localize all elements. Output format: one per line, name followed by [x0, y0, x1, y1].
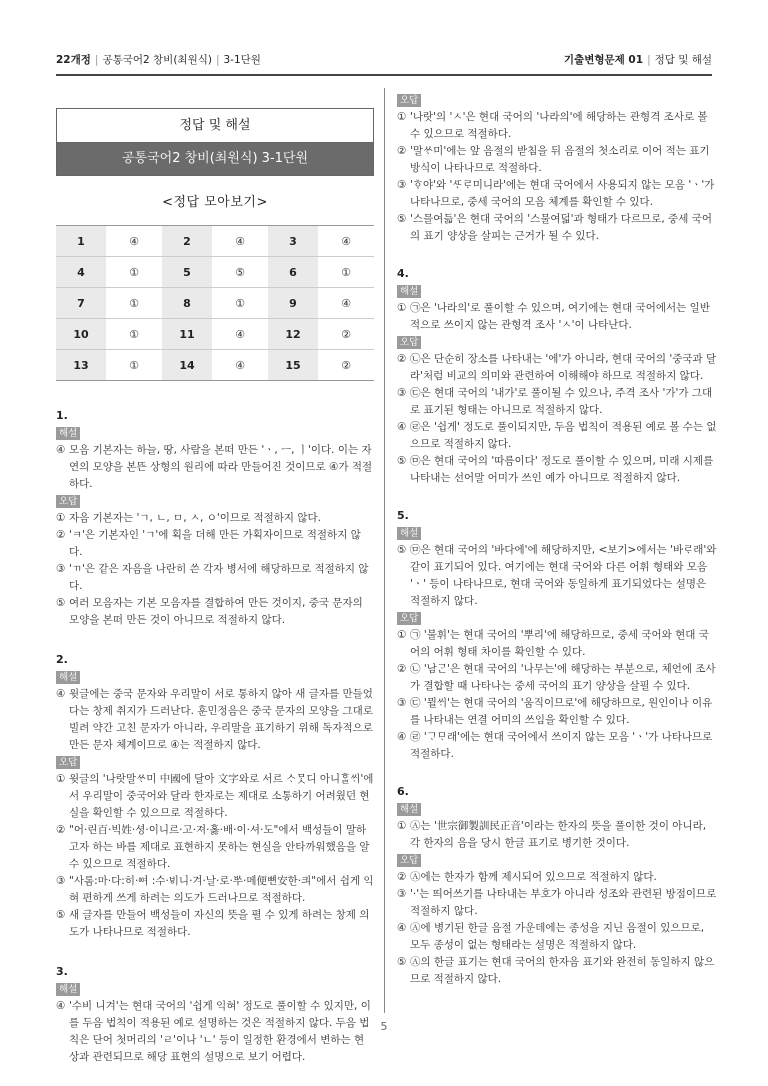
explanation-text: ㉢은 현대 국어의 '내가'로 풀이될 수 있으나, 주격 조사 '가'가 그대로 표기된 형태는 아니므로 적절하지 않다.: [410, 387, 713, 416]
choice-marker: ①: [56, 512, 66, 524]
explanation-item: [397, 869, 717, 886]
choice-marker: ①: [397, 820, 407, 832]
choice-marker: ④: [56, 444, 66, 456]
explanation-text: 모음 기본자는 하늘, 땅, 사람을 본떠 만든 'ㆍ, ㅡ, ㅣ'이다. 이는 자연의 모양을 본뜬 상형의 원리에 따라 만들어진 것이므로 ④가 적절하다.: [69, 444, 373, 490]
explanation-item: [397, 351, 717, 385]
explanation-text: '스믈여듧'은 현대 국어의 '스물여덟'과 형태가 다르므로, 중세 국어의 표기 양상을 살피는 근거가 될 수 있다.: [410, 213, 712, 242]
explanation-item: [397, 177, 717, 211]
answer-question-number: 9: [268, 288, 318, 319]
explanation-item: [56, 771, 374, 822]
explanation-text: Ⓐ는 '世宗御製訓民正音'이라는 한자의 뜻을 풀이한 것이 아니라, 각 한자의 음을 당시 한글 표기로 병기한 것이다.: [410, 820, 707, 849]
question-number: 4.: [397, 267, 409, 280]
answer-choice: ④: [212, 319, 268, 350]
explanation-tag: 해설: [56, 427, 80, 440]
explanation-text: '·'는 띄어쓰기를 나타내는 부호가 아니라 성조와 관련된 방점이므로 적절하지 않다.: [410, 888, 717, 917]
answer-row: [56, 257, 374, 288]
answer-choice: ①: [212, 288, 268, 319]
choice-marker: ②: [397, 871, 407, 883]
choice-marker: ⑤: [56, 597, 66, 609]
explanation-item: [56, 561, 374, 595]
explanation-text: 'ᄒᆞ야'와 'ᄯᆞᄅᆞ미니라'에는 현대 국어에서 사용되지 않는 모음 'ㆍ'가 나타나므로, 중세 국어의 모음 체계를 확인할 수 있다.: [410, 179, 715, 208]
explanation-item: [397, 661, 717, 695]
choice-marker: ③: [397, 888, 407, 900]
choice-marker: ⑤: [397, 956, 407, 968]
answer-summary-title: <정답 모아보기>: [162, 195, 268, 210]
choice-marker: ①: [56, 773, 66, 785]
wrong-answer-tag: 오답: [397, 94, 421, 107]
explanation-section: [56, 407, 374, 629]
header-right: 기출변형문제 01 | 정답 및 해설: [563, 54, 712, 66]
answer-question-number: 14: [162, 350, 212, 381]
header-left: 22개정 | 공통국어2 창비(최원식) | 3-1단원: [56, 54, 261, 66]
explanation-text: Ⓐ의 한글 표기는 현대 국어의 한자음 표기와 완전히 동일하지 않으므로 적절하지 않다.: [410, 956, 715, 985]
answer-choice: ①: [106, 350, 162, 381]
wrong-answer-tag: 오답: [56, 756, 80, 769]
explanation-section: [397, 92, 717, 245]
choice-marker: ④: [397, 421, 407, 433]
explanation-item: [56, 907, 374, 941]
explanation-item: [397, 143, 717, 177]
header-textbook: 공통국어2 창비(최원식): [102, 54, 212, 66]
question-number: 1.: [56, 409, 68, 422]
wrong-answer-tag: 오답: [397, 854, 421, 867]
answer-choice: ①: [106, 288, 162, 319]
choice-marker: ④: [56, 688, 66, 700]
explanation-text: ㉠ '불휘'는 현대 국어의 '뿌리'에 해당하므로, 중세 국어와 현대 국어의 어휘 형태 차이를 확인할 수 있다.: [410, 629, 709, 658]
choice-marker: ①: [397, 111, 407, 123]
header-divider: [56, 74, 712, 76]
explanation-text: 윗글에는 중국 문자와 우리말이 서로 통하지 않아 새 글자를 만들었다는 창제 취지가 드러난다. 훈민정음은 중국 문자의 모양을 그대로 빌려 약간 고친 문자가 아니라, 우리말을 표기하기 위해 독자적으로 만든 문자 체계이므로 ④는 적절하지 않다.: [69, 688, 373, 751]
explanation-text: '말ᄊᆞ미'에는 앞 음절의 받침을 뒤 음절의 첫소리로 이어 적는 표기 방식이 나타나므로 적절하다.: [410, 145, 710, 174]
explanation-item: [397, 920, 717, 954]
answer-question-number: 2: [162, 226, 212, 257]
answer-question-number: 11: [162, 319, 212, 350]
header-unit: 3-1단원: [223, 54, 261, 66]
answer-choice: ④: [318, 226, 374, 257]
choice-marker: ②: [56, 529, 66, 541]
explanation-section: [56, 963, 374, 1066]
explanation-item: [397, 385, 717, 419]
right-explanations: [397, 92, 717, 988]
page-number: 5: [380, 1020, 388, 1033]
choice-marker: ④: [56, 1000, 66, 1012]
explanation-text: ㉤은 현대 국어의 '따름이다' 정도로 풀이할 수 있으며, 미래 시제를 나타내는 선어말 어미가 쓰인 예가 아니므로 적절하지 않다.: [410, 455, 714, 484]
choice-marker: ②: [397, 353, 407, 365]
explanation-text: 여러 모음자는 기본 모음자를 결합하여 만든 것이지, 중국 문자의 모양을 본떠 만든 것이 아니므로 적절하지 않다.: [69, 597, 363, 626]
column-divider: [384, 88, 385, 1013]
explanation-item: [56, 527, 374, 561]
explanation-item: [397, 818, 717, 852]
explanation-section: [397, 507, 717, 763]
explanation-text: Ⓐ에는 한자가 함께 제시되어 있으므로 적절하지 않다.: [410, 871, 657, 883]
answer-question-number: 12: [268, 319, 318, 350]
question-number: 3.: [56, 965, 68, 978]
explanation-section: [56, 651, 374, 941]
explanation-section: [397, 783, 717, 988]
wrong-answer-tag: 오답: [56, 495, 80, 508]
right-column: [397, 92, 717, 988]
explanation-text: 윗글의 '나랏말ᄊᆞ미 中國에 달아 文字와로 서르 ᄉᆞᄆᆞᆺ디 아니ᄒᆞᆯᄊᆡ'에서 우리말이 중국어와 달라 한자로는 제대로 소통하기 어려웠던 현실을 확인할 수 있으므로 적절하다.: [69, 773, 374, 819]
answer-row: [56, 319, 374, 350]
explanation-item: [397, 211, 717, 245]
explanation-item: [56, 595, 374, 629]
choice-marker: ③: [397, 697, 407, 709]
choice-marker: ①: [397, 629, 407, 641]
answer-choice: ①: [106, 257, 162, 288]
choice-marker: ⑤: [56, 909, 66, 921]
choice-marker: ③: [56, 563, 66, 575]
explanation-text: Ⓐ에 병기된 한글 음절 가운데에는 종성을 지닌 음절이 있으므로, 모두 종성이 없는 형태라는 설명은 적절하지 않다.: [410, 922, 705, 951]
explanation-item: [397, 109, 717, 143]
explanation-tag: 해설: [397, 285, 421, 298]
explanation-item: [56, 442, 374, 493]
title-box: [56, 108, 374, 176]
title-box-subtitle: 공통국어2 창비(최원식) 3-1단원: [57, 143, 373, 175]
answer-choice: ①: [318, 257, 374, 288]
explanation-text: ㉡은 단순히 장소를 나타내는 '에'가 아니라, 현대 국어의 '중국과 달라'처럼 비교의 의미와 관련하여 이해해야 하므로 적절하지 않다.: [410, 353, 717, 382]
answer-question-number: 7: [56, 288, 106, 319]
answer-question-number: 8: [162, 288, 212, 319]
answer-question-number: 10: [56, 319, 106, 350]
explanation-text: "사롬:마·다:히·ᅇᅧ :수·ᄫᅵ니·겨·날·로·ᄡᅮ·메便뼌安한·킈"에서 쉽게 익혀 편하게 쓰게 하려는 의도가 드러나므로 적절하다.: [69, 875, 374, 904]
left-column: [56, 108, 374, 1066]
explanation-text: ㉢ '뮐ᄊᆡ'는 현대 국어의 '움직이므로'에 해당하므로, 원인이나 이유를 나타내는 연결 어미의 쓰임을 확인할 수 있다.: [410, 697, 713, 726]
explanation-item: [56, 686, 374, 754]
answer-choice: ①: [106, 319, 162, 350]
header-edition: 22개정: [56, 54, 91, 66]
answer-question-number: 3: [268, 226, 318, 257]
choice-marker: ②: [397, 663, 407, 675]
header-exam-title: 기출변형문제 01: [563, 54, 644, 66]
explanation-tag: 해설: [397, 803, 421, 816]
answer-choice: ④: [212, 226, 268, 257]
choice-marker: ②: [56, 824, 66, 836]
answer-choice: ④: [106, 226, 162, 257]
explanation-item: [397, 695, 717, 729]
explanation-text: ㉠은 '나라의'로 풀이할 수 있으며, 여기에는 현대 국어에서는 일반적으로 쓰이지 않는 관형격 조사 'ㅅ'이 나타난다.: [410, 302, 710, 331]
explanation-item: [397, 886, 717, 920]
explanation-item: [397, 627, 717, 661]
answer-choice: ⑤: [212, 257, 268, 288]
answer-choice: ④: [318, 288, 374, 319]
header-section: 정답 및 해설: [654, 54, 712, 66]
question-number: 2.: [56, 653, 68, 666]
explanation-text: ㉣은 '쉽게' 정도로 풀이되지만, 두음 법칙이 적용된 예로 볼 수는 없으므로 적절하지 않다.: [410, 421, 717, 450]
left-explanations: [56, 407, 374, 1066]
explanation-tag: 해설: [56, 671, 80, 684]
explanation-item: [397, 453, 717, 487]
explanation-item: [397, 729, 717, 763]
explanation-section: [397, 265, 717, 487]
choice-marker: ②: [397, 145, 407, 157]
explanation-text: 'ㄲ'은 같은 자음을 나란히 쓴 각자 병서에 해당하므로 적절하지 않다.: [69, 563, 369, 592]
wrong-answer-tag: 오답: [397, 336, 421, 349]
choice-marker: ④: [397, 731, 407, 743]
explanation-text: ㉤은 현대 국어의 '바다에'에 해당하지만, <보기>에서는 '바ᄅᆞ래'와 같이 표기되어 있다. 여기에는 현대 국어와 다른 어휘 형태와 모음 'ㆍ' 등이 나타나므로, 현대 국어와 동일하게 표기되었다는 설명은 적절하지 않다.: [410, 544, 717, 607]
explanation-tag: 해설: [56, 983, 80, 996]
choice-marker: ⑤: [397, 544, 407, 556]
page-header: [56, 52, 712, 70]
explanation-text: 새 글자를 만들어 백성들이 자신의 뜻을 펼 수 있게 하려는 창제 의도가 나타나므로 적절하다.: [69, 909, 370, 938]
explanation-item: [397, 542, 717, 610]
answer-question-number: 15: [268, 350, 318, 381]
answer-row: [56, 288, 374, 319]
explanation-text: '수비 니겨'는 현대 국어의 '쉽게 익혀' 정도로 풀이할 수 있지만, 이를 두음 법칙이 적용된 예로 설명하는 것은 적절하지 않다. 두음 법칙은 단어 첫머리의 'ㄹ'이나 'ㄴ' 등이 일정한 환경에서 변하는 현상과 관련되므로 해당 표현의 설명으로 보기 어렵다.: [69, 1000, 371, 1063]
choice-marker: ⑤: [397, 213, 407, 225]
explanation-text: ㉡ '남ᄀᆞᆫ'은 현대 국어의 '나무는'에 해당하는 부분으로, 체언에 조사가 결합할 때 나타나는 중세 국어의 표기 양상을 살필 수 있다.: [410, 663, 716, 692]
title-box-title: 정답 및 해설: [57, 109, 373, 143]
choice-marker: ③: [397, 179, 407, 191]
answer-table: [56, 225, 374, 381]
explanation-item: [56, 822, 374, 873]
answer-row: [56, 350, 374, 381]
choice-marker: ③: [397, 387, 407, 399]
answer-question-number: 13: [56, 350, 106, 381]
explanation-text: ㉣ 'ᄀᆞᄆᆞ래'에는 현대 국어에서 쓰이지 않는 모음 'ㆍ'가 나타나므로 적절하다.: [410, 731, 713, 760]
answer-choice: ②: [318, 319, 374, 350]
explanation-item: [56, 873, 374, 907]
answer-choice: ②: [318, 350, 374, 381]
answer-question-number: 6: [268, 257, 318, 288]
choice-marker: ③: [56, 875, 66, 887]
answer-question-number: 4: [56, 257, 106, 288]
explanation-text: 자음 기본자는 'ㄱ, ㄴ, ㅁ, ㅅ, ㅇ'이므로 적절하지 않다.: [69, 512, 322, 524]
explanation-text: '나랏'의 'ㅅ'은 현대 국어의 '나라의'에 해당하는 관형격 조사로 볼 수 있으므로 적절하다.: [410, 111, 708, 140]
answer-choice: ④: [212, 350, 268, 381]
choice-marker: ①: [397, 302, 407, 314]
choice-marker: ⑤: [397, 455, 407, 467]
choice-marker: ④: [397, 922, 407, 934]
question-number: 6.: [397, 785, 409, 798]
explanation-item: [397, 419, 717, 453]
explanation-tag: 해설: [397, 527, 421, 540]
answer-row: [56, 226, 374, 257]
question-number: 5.: [397, 509, 409, 522]
explanation-item: [397, 300, 717, 334]
answer-question-number: 1: [56, 226, 106, 257]
answer-question-number: 5: [162, 257, 212, 288]
explanation-item: [56, 510, 374, 527]
explanation-item: [397, 954, 717, 988]
explanation-text: "어·린百·빅姓·셩·이니르·고·져·홇·배·이·셔·도"에서 백성들이 말하고자 하는 바를 제대로 표현하지 못하는 현실을 안타까워했음을 알 수 있으므로 적절하다.: [69, 824, 370, 870]
explanation-text: 'ㅋ'은 기본자인 'ㄱ'에 획을 더해 만든 가획자이므로 적절하지 않다.: [69, 529, 361, 558]
wrong-answer-tag: 오답: [397, 612, 421, 625]
